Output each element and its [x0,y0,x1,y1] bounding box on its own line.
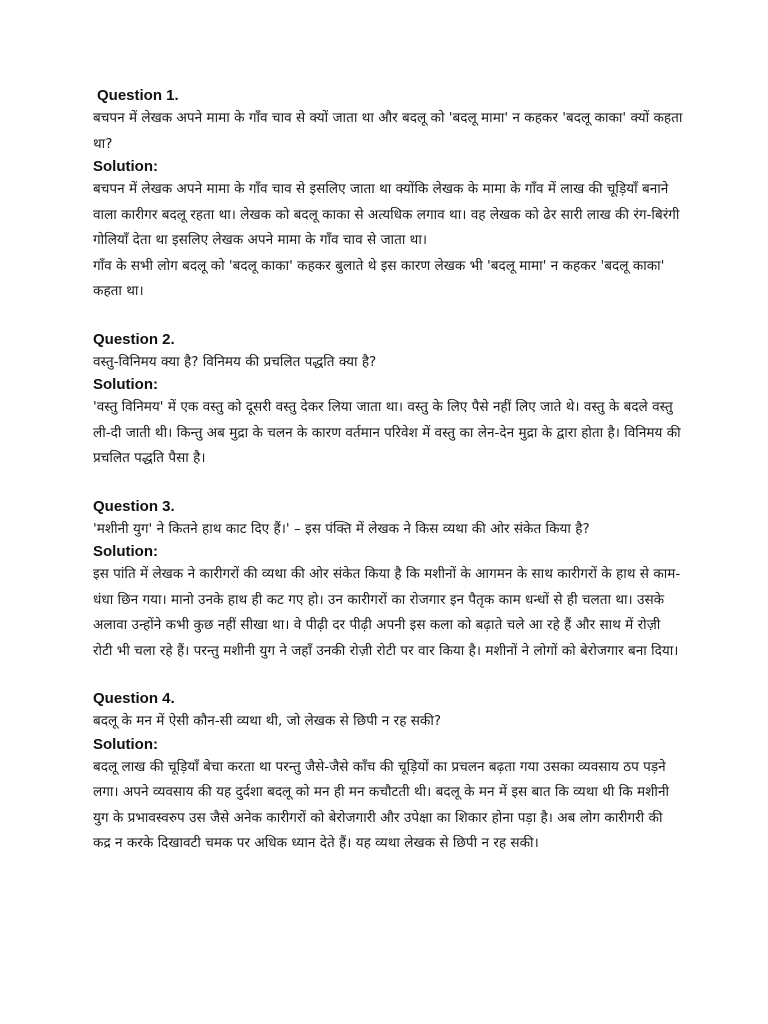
answer-paragraph: इस पांति में लेखक ने कारीगरों की व्यथा की ओर संकेत किया है कि मशीनों के आगमन के साथ कारीगरों के हाथ से काम-धंधा छिन गया। मानो उनके हाथ ही कट गए हो। उन कारीगरों का रोजगार इन पैतृक काम धन्धों से ही चलता था। उसके अलावा उन्होंने कभी कुछ नहीं सीखा था। वे पीढ़ी दर पीढ़ी अपनी इस कला को बढ़ाते चले आ रहे हैं और साथ में रोज़ी रोटी भी चला रहे हैं। परन्तु मशीनी युग ने जहाँ उनकी रोज़ी रोटी पर वार किया है। मशीनों ने लोगों को बेरोजगार बना दिया। [93,566,681,659]
question-block-1 [93,86,683,305]
question-text: वस्तु-विनिमय क्या है? विनिमय की प्रचलित पद्धति क्या है? [93,353,377,370]
question-heading: Question 3. [93,497,175,515]
solution-heading: Solution: [93,735,158,753]
answer-paragraph: बदलू लाख की चूड़ियाँ बेचा करता था परन्तु जैसे-जैसे काँच की चूड़ियों का प्रचलन बढ़ता गया उसका व्यवसाय ठप पड़ने लगा। अपने व्यवसाय की यह दुर्दशा बदलू को मन ही मन कचौटती थी। बदलू के मन में इस बात कि व्यथा थी कि मशीनी युग के प्रभावस्वरुप उस जैसे अनेक कारीगरों को बेरोजगारी और उपेक्षा का शिकार होना पड़ा है। अब लोग कारीगरी की कद्र न करके दिखावटी चमक पर अधिक ध्यान देते हैं। यह व्यथा लेखक से छिपी न रह सकी। [93,758,670,851]
solution-heading: Solution: [93,158,158,175]
document-body [93,86,683,882]
solution-heading: Solution: [93,543,158,560]
question-text: बदलू के मन में ऐसी कौन-सी व्यथा थी, जो लेखक से छिपी न रह सकी? [93,713,442,729]
question-text: 'मशीनी युग' ने कितने हाथ काट दिए हैं।' – इस पंक्ति में लेखक ने किस व्यथा की ओर संकेत किया है? [93,520,590,537]
question-heading: Question 2. [93,330,175,348]
question-block-3 [93,497,683,665]
question-block-2 [93,330,683,472]
answer-paragraph: बचपन में लेखक अपने मामा के गाँव चाव से इसलिए जाता था क्योंकि लेखक के मामा के गाँव में लाख की चूड़ियाँ बनाने वाला कारीगर बदलू रहता था। लेखक को बदलू काका से अत्यधिक लगाव था। वह लेखक को ढेर सारी लाख की रंग-बिरंगी गोलियाँ देता था इसलिए लेखक अपने मामा के गाँव चाव से जाता था। [93,181,680,248]
question-heading: Question 4. [93,690,175,707]
question-block-4 [93,689,683,857]
question-text: बचपन में लेखक अपने मामा के गाँव चाव से क्यों जाता था और बदलू को 'बदलू मामा' न कहकर 'बदलू काका' क्यों कहता था? [93,110,683,152]
answer-paragraph: 'वस्तु विनिमय' में एक वस्तु को दूसरी वस्तु देकर लिया जाता था। वस्तु के लिए पैसे नहीं लिए जाते थे। वस्तु के बदले वस्तु ली-दी जाती थी। किन्तु अब मुद्रा के चलन के कारण वर्तमान परिवेश में वस्तु का लेन-देन मुद्रा के द्वारा होता है। विनिमय की प्रचलित पद्धति पैसा है। [93,399,681,466]
solution-heading: Solution: [93,376,158,393]
question-heading: Question 1. [97,87,179,104]
answer-paragraph: गाँव के सभी लोग बदलू को 'बदलू काका' कहकर बुलाते थे इस कारण लेखक भी 'बदलू मामा' न कहकर 'बदलू काका' कहता था। [93,257,665,299]
